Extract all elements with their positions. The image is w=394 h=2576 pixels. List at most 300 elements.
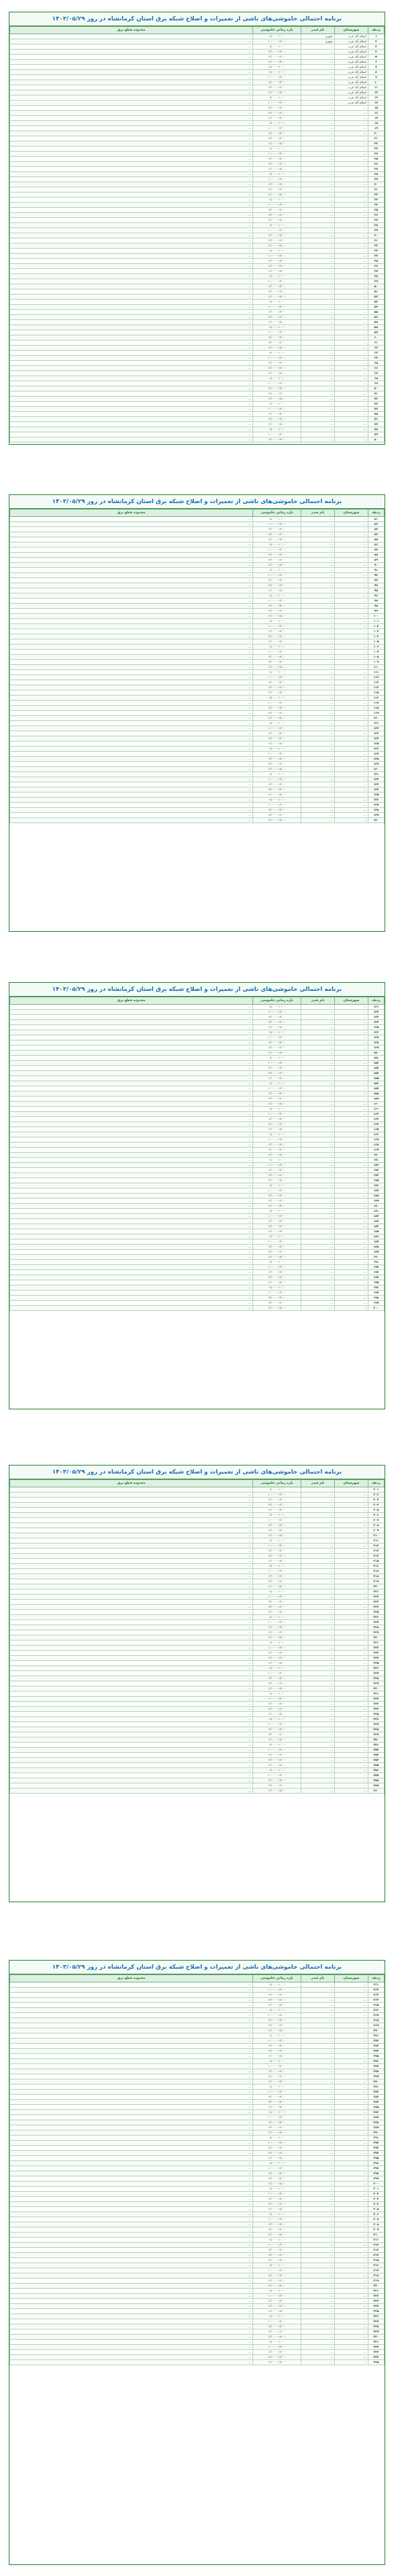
- table-row: [10, 2064, 385, 2069]
- cell-row-number: ۱۸۳: [368, 1219, 385, 1224]
- cell-area: ...: [10, 685, 253, 690]
- cell-row-number: ۲۱: [368, 136, 385, 141]
- cell-row-number: ۳: [368, 44, 385, 50]
- cell-feeder: ...: [301, 1503, 335, 1508]
- cell-area: ...: [10, 392, 253, 397]
- cell-city: ...: [335, 1178, 368, 1183]
- cell-row-number: ۱۸۲: [368, 1214, 385, 1219]
- cell-row-number: ۲۸۱: [368, 2085, 385, 2090]
- table-row: [10, 1234, 385, 1240]
- cell-feeder: ...: [301, 1998, 335, 2003]
- table-row: [10, 675, 385, 680]
- cell-area: ...: [10, 517, 253, 522]
- cell-city: ...: [335, 1523, 368, 1528]
- table-row: [10, 1076, 385, 1081]
- table-row: [10, 264, 385, 269]
- header-row-number: ردیف: [368, 510, 385, 517]
- cell-area: ...: [10, 289, 253, 295]
- cell-area: ...: [10, 808, 253, 813]
- cell-feeder: ...: [301, 537, 335, 542]
- cell-time-range: ۰۸:۰۰ - ۱۰:۰۰: [253, 121, 301, 126]
- header-feeder: نام فیدر: [301, 27, 335, 34]
- cell-area: ...: [10, 1993, 253, 1998]
- table-row: [10, 1753, 385, 1758]
- cell-time-range: ۱۴:۰۰ - ۱۶:۰۰: [253, 787, 301, 793]
- cell-row-number: ۲۶۶: [368, 2008, 385, 2013]
- table-row: [10, 96, 385, 101]
- table-row: [10, 254, 385, 259]
- cell-area: ...: [10, 1656, 253, 1661]
- cell-time-range: ۱۶:۰۰ - ۱۸:۰۰: [253, 1533, 301, 1538]
- cell-row-number: ۲۱۳: [368, 1549, 385, 1554]
- cell-city: اسلام آباد غرب: [335, 39, 368, 44]
- cell-city: ...: [335, 2202, 368, 2207]
- cell-time-range: ۰۸:۰۰ - ۱۰:۰۰: [253, 2008, 301, 2013]
- header-area: محدوده قطع برق: [10, 997, 253, 1005]
- cell-feeder: ...: [301, 2319, 335, 2324]
- cell-city: ...: [335, 1168, 368, 1173]
- cell-city: ...: [335, 655, 368, 660]
- cell-time-range: ۰۸:۰۰ - ۱۰:۰۰: [253, 542, 301, 548]
- cell-time-range: ۱۴:۰۰ - ۱۶:۰۰: [253, 2279, 301, 2284]
- cell-time-range: ۱۴:۰۰ - ۱۶:۰۰: [253, 660, 301, 665]
- table-row: [10, 157, 385, 162]
- cell-row-number: ۶: [368, 60, 385, 65]
- table-row: [10, 1727, 385, 1732]
- cell-city: ...: [335, 2330, 368, 2335]
- cell-time-range: ۰۸:۰۰ - ۱۰:۰۰: [253, 1158, 301, 1163]
- cell-feeder: ...: [301, 517, 335, 522]
- cell-area: ...: [10, 747, 253, 752]
- cell-city: ...: [335, 787, 368, 793]
- cell-row-number: ۱۶۸: [368, 1143, 385, 1148]
- cell-row-number: ۲۲۸: [368, 1625, 385, 1630]
- cell-row-number: ۸۸: [368, 553, 385, 558]
- table-row: [10, 1056, 385, 1061]
- cell-feeder: ...: [301, 1245, 335, 1250]
- cell-time-range: ۱۲:۰۰ - ۱۴:۰۰: [253, 50, 301, 55]
- cell-feeder: ...: [301, 141, 335, 147]
- table-row: [10, 1707, 385, 1712]
- cell-city: ...: [335, 111, 368, 116]
- cell-time-range: ۱۴:۰۰ - ۱۶:۰۰: [253, 2074, 301, 2079]
- table-row: [10, 2105, 385, 2110]
- cell-row-number: ۲۶۴: [368, 1998, 385, 2003]
- header-area: محدوده قطع برق: [10, 27, 253, 34]
- cell-feeder: ...: [301, 75, 335, 80]
- cell-feeder: ...: [301, 1748, 335, 1753]
- cell-area: ...: [10, 2079, 253, 2085]
- cell-time-range: ۱۴:۰۰ - ۱۶:۰۰: [253, 2304, 301, 2309]
- cell-city: ...: [335, 1270, 368, 1275]
- cell-city: ...: [335, 1722, 368, 1727]
- table-row: [10, 2013, 385, 2018]
- cell-feeder: ...: [301, 1255, 335, 1260]
- table-row: [10, 1523, 385, 1528]
- cell-city: ...: [335, 2304, 368, 2309]
- cell-feeder: ...: [301, 1513, 335, 1518]
- cell-area: ...: [10, 2166, 253, 2171]
- cell-area: ...: [10, 1646, 253, 1651]
- cell-row-number: ۱۳۴: [368, 787, 385, 793]
- cell-area: ...: [10, 1498, 253, 1503]
- table-row: [10, 1173, 385, 1178]
- cell-row-number: ۱۶۷: [368, 1137, 385, 1143]
- table-row: [10, 1010, 385, 1015]
- cell-feeder: ...: [301, 2074, 335, 2079]
- cell-area: ...: [10, 1183, 253, 1188]
- cell-time-range: ۱۰:۰۰ - ۱۲:۰۰: [253, 1291, 301, 1296]
- cell-feeder: ...: [301, 1763, 335, 1768]
- cell-city: ...: [335, 1544, 368, 1549]
- cell-feeder: ...: [301, 44, 335, 50]
- cell-time-range: ۱۰:۰۰ - ۱۲:۰۰: [253, 2345, 301, 2350]
- cell-city: ...: [335, 2090, 368, 2095]
- cell-time-range: ۱۰:۰۰ - ۱۲:۰۰: [253, 1035, 301, 1040]
- cell-city: ...: [335, 2294, 368, 2299]
- cell-feeder: ...: [301, 2120, 335, 2125]
- cell-feeder: ...: [301, 147, 335, 152]
- cell-row-number: ۸۴: [368, 532, 385, 537]
- table-row: [10, 2187, 385, 2192]
- cell-time-range: ۱۰:۰۰ - ۱۲:۰۰: [253, 650, 301, 655]
- header-row-number: ردیف: [368, 1975, 385, 1982]
- cell-city: ...: [335, 1589, 368, 1595]
- cell-row-number: ۲۱۲: [368, 1544, 385, 1549]
- cell-feeder: ...: [301, 1753, 335, 1758]
- table-row: [10, 2090, 385, 2095]
- cell-time-range: ۱۴:۰۰ - ۱۶:۰۰: [253, 1758, 301, 1763]
- cell-feeder: ...: [301, 1498, 335, 1503]
- cell-row-number: ۸۲: [368, 522, 385, 527]
- cell-area: ...: [10, 639, 253, 645]
- cell-row-number: ۳۱۹: [368, 2279, 385, 2284]
- cell-city: ...: [335, 798, 368, 803]
- table-row: [10, 757, 385, 762]
- cell-feeder: ...: [301, 742, 335, 747]
- table-row: [10, 2074, 385, 2079]
- cell-feeder: ...: [301, 2294, 335, 2299]
- table-row: [10, 2054, 385, 2059]
- cell-feeder: ...: [301, 1692, 335, 1697]
- cell-row-number: ۲۵۷: [368, 1773, 385, 1778]
- cell-feeder: ...: [301, 2222, 335, 2227]
- cell-feeder: ...: [301, 1666, 335, 1671]
- cell-time-range: ۱۰:۰۰ - ۱۲:۰۰: [253, 1620, 301, 1625]
- cell-row-number: ۲۹۰: [368, 2131, 385, 2136]
- table-row: [10, 1559, 385, 1564]
- cell-feeder: ...: [301, 264, 335, 269]
- table-row: [10, 55, 385, 60]
- cell-row-number: ۲۷۸: [368, 2069, 385, 2074]
- table-row: [10, 685, 385, 690]
- cell-feeder: ...: [301, 1040, 335, 1046]
- cell-feeder: ...: [301, 2003, 335, 2008]
- cell-feeder: ...: [301, 2182, 335, 2187]
- cell-area: ...: [10, 1676, 253, 1681]
- cell-city: ...: [335, 1158, 368, 1163]
- cell-area: ...: [10, 578, 253, 583]
- cell-time-range: ۱۲:۰۰ - ۱۴:۰۰: [253, 208, 301, 213]
- cell-row-number: ۴۹: [368, 279, 385, 284]
- cell-time-range: ۱۴:۰۰ - ۱۶:۰۰: [253, 2253, 301, 2258]
- cell-row-number: ۱۷۰: [368, 1153, 385, 1158]
- cell-area: ...: [10, 198, 253, 203]
- cell-feeder: ...: [301, 2059, 335, 2064]
- cell-feeder: ...: [301, 548, 335, 553]
- cell-area: ...: [10, 1076, 253, 1081]
- cell-row-number: ۱۱۹: [368, 711, 385, 716]
- cell-row-number: ۱۳۵: [368, 793, 385, 798]
- table-row: [10, 1773, 385, 1778]
- cell-time-range: ۱۰:۰۰ - ۱۲:۰۰: [253, 1188, 301, 1194]
- table-row: [10, 1671, 385, 1676]
- cell-row-number: ۴۲: [368, 244, 385, 249]
- cell-city: اسلام آباد غرب: [335, 75, 368, 80]
- cell-city: ...: [335, 2151, 368, 2156]
- cell-row-number: ۳۲۲: [368, 2294, 385, 2299]
- table-row: [10, 568, 385, 573]
- cell-feeder: ...: [301, 1789, 335, 1794]
- cell-time-range: ۱۴:۰۰ - ۱۶:۰۰: [253, 2125, 301, 2131]
- cell-time-range: ۰۸:۰۰ - ۱۰:۰۰: [253, 1717, 301, 1722]
- cell-feeder: ...: [301, 1097, 335, 1102]
- cell-feeder: ...: [301, 1651, 335, 1656]
- cell-time-range: ۱۲:۰۰ - ۱۴:۰۰: [253, 1015, 301, 1020]
- cell-time-range: ۰۸:۰۰ - ۱۰:۰۰: [253, 2034, 301, 2039]
- cell-city: ...: [335, 1265, 368, 1270]
- cell-city: ...: [335, 568, 368, 573]
- cell-time-range: ۰۸:۰۰ - ۱۰:۰۰: [253, 2263, 301, 2268]
- cell-time-range: ۱۲:۰۰ - ۱۴:۰۰: [253, 731, 301, 736]
- cell-time-range: ۱۰:۰۰ - ۱۲:۰۰: [253, 1265, 301, 1270]
- cell-feeder: ...: [301, 2253, 335, 2258]
- cell-city: ...: [335, 675, 368, 680]
- cell-city: ...: [335, 1748, 368, 1753]
- cell-feeder: ...: [301, 1234, 335, 1240]
- cell-area: ...: [10, 1250, 253, 1255]
- cell-feeder: ...: [301, 192, 335, 198]
- cell-time-range: ۱۶:۰۰ - ۱۸:۰۰: [253, 1738, 301, 1743]
- cell-time-range: ۰۸:۰۰ - ۱۰:۰۰: [253, 696, 301, 701]
- cell-city: اسلام آباد غرب: [335, 96, 368, 101]
- table-row: [10, 752, 385, 757]
- cell-time-range: ۱۶:۰۰ - ۱۸:۰۰: [253, 1127, 301, 1132]
- cell-city: ...: [335, 665, 368, 670]
- table-row: [10, 2120, 385, 2125]
- cell-city: ...: [335, 2171, 368, 2176]
- cell-area: ...: [10, 341, 253, 346]
- cell-time-range: ۱۴:۰۰ - ۱۶:۰۰: [253, 85, 301, 90]
- cell-time-range: ۱۴:۰۰ - ۱۶:۰۰: [253, 1046, 301, 1051]
- cell-row-number: ۱۶۳: [368, 1117, 385, 1122]
- table-row: [10, 594, 385, 599]
- cell-feeder: ...: [301, 2156, 335, 2161]
- cell-feeder: ...: [301, 1025, 335, 1030]
- cell-feeder: ...: [301, 2034, 335, 2039]
- cell-area: ...: [10, 2151, 253, 2156]
- cell-row-number: ۱۳: [368, 96, 385, 101]
- cell-city: ...: [335, 1646, 368, 1651]
- cell-row-number: ۲۴۷: [368, 1722, 385, 1727]
- cell-time-range: ۱۰:۰۰ - ۱۲:۰۰: [253, 1988, 301, 1993]
- cell-feeder: ...: [301, 269, 335, 274]
- cell-row-number: ۲۸۲: [368, 2090, 385, 2095]
- cell-time-range: ۱۶:۰۰ - ۱۸:۰۰: [253, 1280, 301, 1285]
- cell-city: ...: [335, 203, 368, 208]
- table-row: [10, 412, 385, 417]
- table-row: [10, 1630, 385, 1635]
- cell-city: ...: [335, 1280, 368, 1285]
- cell-row-number: ۲۳۱: [368, 1641, 385, 1646]
- cell-feeder: ...: [301, 1635, 335, 1641]
- cell-feeder: ...: [301, 412, 335, 417]
- cell-row-number: ۱۹۸: [368, 1296, 385, 1301]
- cell-time-range: ۰۸:۰۰ - ۱۰:۰۰: [253, 402, 301, 407]
- table-row: [10, 2049, 385, 2054]
- cell-time-range: ۱۰:۰۰ - ۱۲:۰۰: [253, 1748, 301, 1753]
- cell-row-number: ۱۹۳: [368, 1270, 385, 1275]
- cell-city: ...: [335, 1214, 368, 1219]
- cell-time-range: ۰۸:۰۰ - ۱۰:۰۰: [253, 1666, 301, 1671]
- cell-city: ...: [335, 208, 368, 213]
- cell-city: ...: [335, 1625, 368, 1630]
- cell-row-number: ۱۵۷: [368, 1086, 385, 1092]
- table-row: [10, 1538, 385, 1544]
- table-row: [10, 1046, 385, 1051]
- table-row: [10, 432, 385, 437]
- table-row: [10, 203, 385, 208]
- cell-row-number: ۱۷۷: [368, 1188, 385, 1194]
- cell-area: ...: [10, 1635, 253, 1641]
- cell-feeder: ...: [301, 80, 335, 85]
- cell-city: ...: [335, 1554, 368, 1559]
- cell-row-number: ۱۱۴: [368, 685, 385, 690]
- table-row: [10, 1789, 385, 1794]
- cell-feeder: ...: [301, 568, 335, 573]
- table-row: [10, 90, 385, 96]
- cell-time-range: ۰۸:۰۰ - ۱۰:۰۰: [253, 670, 301, 675]
- table-row: [10, 716, 385, 721]
- cell-feeder: ...: [301, 2146, 335, 2151]
- cell-time-range: ۱۶:۰۰ - ۱۸:۰۰: [253, 269, 301, 274]
- cell-feeder: ...: [301, 2324, 335, 2330]
- cell-time-range: ۰۸:۰۰ - ۱۰:۰۰: [253, 2161, 301, 2166]
- cell-feeder: ...: [301, 366, 335, 371]
- cell-feeder: ...: [301, 629, 335, 634]
- cell-area: ...: [10, 116, 253, 121]
- cell-time-range: ۱۴:۰۰ - ۱۶:۰۰: [253, 583, 301, 588]
- cell-time-range: ۱۴:۰۰ - ۱۶:۰۰: [253, 187, 301, 192]
- cell-area: ...: [10, 1554, 253, 1559]
- cell-time-range: ۱۰:۰۰ - ۱۲:۰۰: [253, 1214, 301, 1219]
- cell-time-range: ۱۲:۰۰ - ۱۴:۰۰: [253, 553, 301, 558]
- cell-row-number: ۲۷: [368, 167, 385, 172]
- cell-city: ...: [335, 1188, 368, 1194]
- cell-time-range: ۱۴:۰۰ - ۱۶:۰۰: [253, 2355, 301, 2360]
- cell-feeder: ...: [301, 1137, 335, 1143]
- table-row: [10, 558, 385, 563]
- cell-time-range: ۱۲:۰۰ - ۱۴:۰۰: [253, 233, 301, 238]
- cell-area: ...: [10, 2141, 253, 2146]
- cell-feeder: ...: [301, 1732, 335, 1738]
- cell-area: ...: [10, 44, 253, 50]
- cell-row-number: ۱۵۹: [368, 1097, 385, 1102]
- table-row: [10, 141, 385, 147]
- cell-city: ...: [335, 2156, 368, 2161]
- cell-time-range: ۱۴:۰۰ - ۱۶:۰۰: [253, 1707, 301, 1712]
- cell-feeder: ...: [301, 787, 335, 793]
- cell-feeder: ...: [301, 583, 335, 588]
- cell-row-number: ۱۴۲: [368, 1010, 385, 1015]
- cell-time-range: ۱۶:۰۰ - ۱۸:۰۰: [253, 1102, 301, 1107]
- table-row: [10, 2008, 385, 2013]
- cell-time-range: ۱۶:۰۰ - ۱۸:۰۰: [253, 422, 301, 427]
- schedule-section-3: [9, 982, 385, 1409]
- table-row: [10, 2289, 385, 2294]
- cell-city: ...: [335, 346, 368, 351]
- cell-area: ...: [10, 2044, 253, 2049]
- header-time-range: بازه زمانی خاموشی: [253, 997, 301, 1005]
- cell-time-range: ۰۸:۰۰ - ۱۰:۰۰: [253, 772, 301, 777]
- section-title: برنامه احتمالی خاموشی‌های ناشی از تعمیرات و اصلاح شبکه برق استان کرمانشاه در روز ۱۴۰۳/۰۵/۲۹: [9, 495, 385, 509]
- table-row: [10, 1296, 385, 1301]
- cell-city: ...: [335, 1538, 368, 1544]
- cell-area: ...: [10, 1219, 253, 1224]
- cell-feeder: ...: [301, 818, 335, 823]
- cell-area: ...: [10, 1301, 253, 1306]
- cell-area: ...: [10, 417, 253, 422]
- cell-area: ...: [10, 650, 253, 655]
- cell-area: ...: [10, 2273, 253, 2279]
- cell-area: ...: [10, 1163, 253, 1168]
- cell-time-range: ۱۰:۰۰ - ۱۲:۰۰: [253, 279, 301, 284]
- cell-feeder: ...: [301, 711, 335, 716]
- cell-city: ...: [335, 2212, 368, 2217]
- section-title: برنامه احتمالی خاموشی‌های ناشی از تعمیرات و اصلاح شبکه برق استان کرمانشاه در روز ۱۴۰۳/۰۵/۲۹: [9, 1961, 385, 1974]
- table-row: [10, 634, 385, 639]
- cell-area: ...: [10, 1732, 253, 1738]
- cell-row-number: ۵۵: [368, 310, 385, 315]
- table-row: [10, 2314, 385, 2319]
- cell-city: اسلام آباد غرب: [335, 85, 368, 90]
- cell-area: ...: [10, 2330, 253, 2335]
- table-row: [10, 2309, 385, 2314]
- cell-feeder: ...: [301, 798, 335, 803]
- cell-row-number: ۲۰۶: [368, 1513, 385, 1518]
- cell-city: ...: [335, 1498, 368, 1503]
- cell-feeder: ...: [301, 2115, 335, 2120]
- cell-city: ...: [335, 2095, 368, 2100]
- cell-time-range: ۱۴:۰۰ - ۱۶:۰۰: [253, 315, 301, 320]
- cell-feeder: ...: [301, 2212, 335, 2217]
- cell-time-range: ۱۲:۰۰ - ۱۴:۰۰: [253, 2324, 301, 2330]
- cell-feeder: ...: [301, 1993, 335, 1998]
- cell-area: ...: [10, 1661, 253, 1666]
- cell-time-range: ۱۴:۰۰ - ۱۶:۰۰: [253, 1630, 301, 1635]
- cell-row-number: ۷۲: [368, 397, 385, 402]
- cell-time-range: ۰۸:۰۰ - ۱۰:۰۰: [253, 1982, 301, 1988]
- cell-area: ...: [10, 2090, 253, 2095]
- table-row: [10, 1025, 385, 1030]
- cell-row-number: ۸۳: [368, 527, 385, 532]
- cell-city: ...: [335, 295, 368, 300]
- cell-row-number: ۱۷۸: [368, 1194, 385, 1199]
- cell-row-number: ۱۲۸: [368, 757, 385, 762]
- cell-area: ...: [10, 1270, 253, 1275]
- cell-time-range: ۰۸:۰۰ - ۱۰:۰۰: [253, 2314, 301, 2319]
- cell-city: ...: [335, 381, 368, 386]
